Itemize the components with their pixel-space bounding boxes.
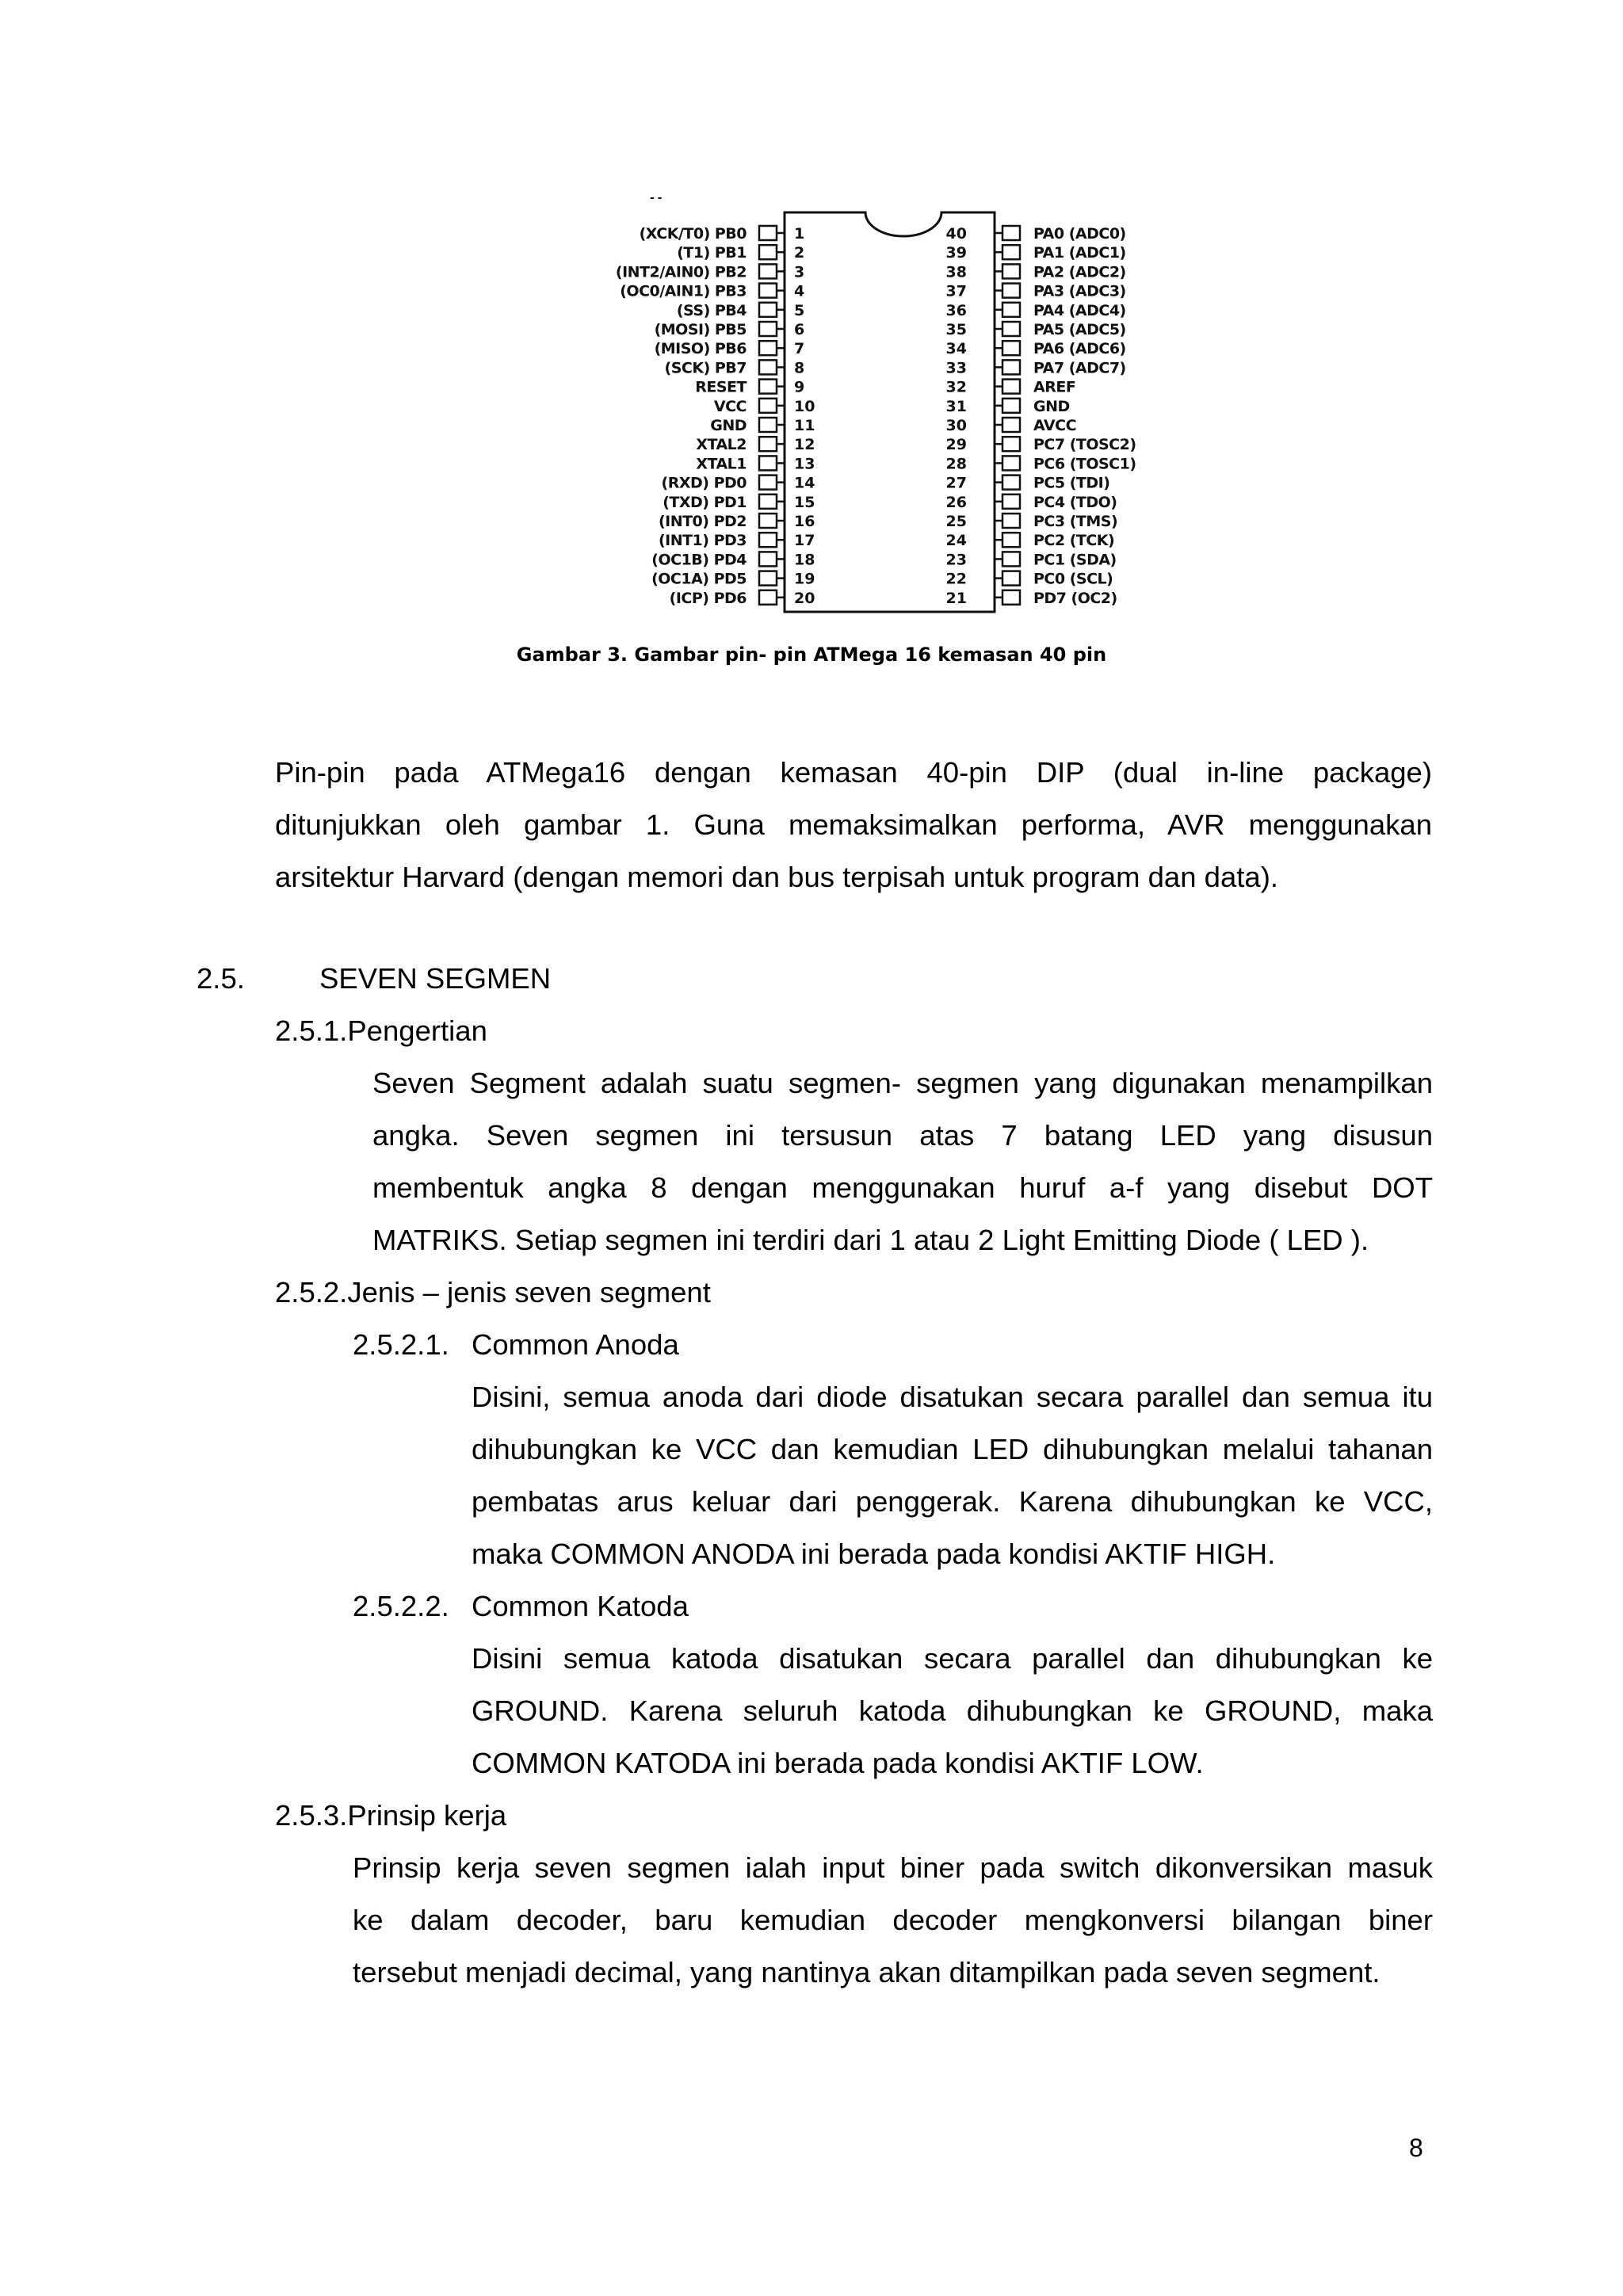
pin-label-left: GND — [710, 417, 747, 434]
pin-number-left: 1 — [794, 225, 805, 243]
pin-label-left: (XCK/T0) PB0 — [639, 225, 747, 243]
pin-box-left — [759, 322, 777, 336]
pin-box-right — [1002, 590, 1020, 605]
pin-box-left — [759, 437, 777, 451]
katoda-line: Disini semua katoda disatukan secara parallel dan dihubungkan ke — [472, 1642, 1433, 1675]
pin-label-right: PC6 (TOSC1) — [1033, 455, 1136, 473]
subsubsection-number: 2.5.2.1. — [353, 1328, 449, 1361]
pin-box-left — [759, 418, 777, 432]
pin-number-right: 21 — [945, 589, 967, 607]
pin-label-left: RESET — [695, 378, 747, 396]
pin-label-left: (MISO) PB6 — [654, 340, 747, 358]
pin-label-right: PA3 (ADC3) — [1033, 282, 1126, 300]
pin-number-left: 16 — [794, 513, 815, 530]
pin-number-right: 36 — [945, 301, 967, 319]
pin-box-right — [1002, 284, 1020, 298]
pin-label-left: (SS) PB4 — [676, 301, 747, 319]
pin-label-left: (OC0/AIN1) PB3 — [620, 282, 747, 300]
section-number: 2.5. — [197, 962, 245, 995]
subsection-heading-jenis — [275, 1266, 711, 1319]
pin-number-right: 35 — [945, 321, 967, 338]
pin-label-right: PA7 (ADC7) — [1033, 359, 1126, 377]
section-heading — [197, 953, 551, 1005]
pin-number-right: 38 — [945, 263, 967, 281]
pin-number-left: 18 — [794, 551, 815, 569]
pin-box-left — [759, 456, 777, 470]
pin-label-left: (TXD) PD1 — [663, 493, 747, 511]
pin-label-right: PC0 (SCL) — [1033, 570, 1113, 588]
pin-label-right: PA4 (ADC4) — [1033, 301, 1126, 319]
pin-number-right: 29 — [945, 436, 967, 454]
pin-number-left: 7 — [794, 340, 805, 358]
pin-label-right: AVCC — [1033, 417, 1077, 434]
pin-box-right — [1002, 552, 1020, 566]
pin-number-right: 27 — [945, 474, 967, 492]
pin-label-left: (OC1B) PD4 — [651, 551, 747, 569]
subsection-title: Prinsip kerja — [347, 1799, 507, 1832]
pin-number-left: 11 — [794, 417, 815, 434]
katoda-line: GROUND. Karena seluruh katoda dihubungkan ke GROUND, maka — [472, 1694, 1433, 1727]
pin-box-left — [759, 590, 777, 605]
pin-label-left: VCC — [713, 397, 747, 415]
pin-box-right — [1002, 245, 1020, 259]
atmega16-pinout-figure — [555, 184, 1189, 616]
pin-box-left — [759, 380, 777, 394]
pin-label-right: PC2 (TCK) — [1033, 532, 1115, 550]
pin-label-left: (RXD) PD0 — [661, 474, 747, 492]
anoda-line: maka COMMON ANODA ini berada pada kondisi AKTIF HIGH. — [472, 1538, 1276, 1570]
pin-box-right — [1002, 360, 1020, 374]
pin-box-right — [1002, 418, 1020, 432]
pin-label-right: PC1 (SDA) — [1033, 551, 1117, 569]
pin-box-left — [759, 264, 777, 278]
pin-label-left: (ICP) PD6 — [669, 589, 747, 607]
pin-box-left — [759, 360, 777, 374]
pin-box-right — [1002, 514, 1020, 528]
subsubsection-title: Common Anoda — [472, 1328, 679, 1361]
pin-box-right — [1002, 571, 1020, 586]
pin-number-right: 37 — [945, 282, 967, 300]
pin-label-right: PD7 (OC2) — [1033, 589, 1117, 607]
pin-label-right: PA2 (ADC2) — [1033, 263, 1126, 281]
pin-number-left: 14 — [794, 474, 815, 492]
pin-label-left: (INT1) PD3 — [658, 532, 747, 550]
katoda-line: COMMON KATODA ini berada pada kondisi AKTIF LOW. — [472, 1747, 1204, 1779]
pin-label-left: (OC1A) PD5 — [651, 570, 747, 588]
page-number: 8 — [1409, 2134, 1423, 2162]
figure-top-mark: - - — [650, 192, 662, 204]
intro-line: Pin-pin pada ATMega16 dengan kemasan 40-pin DIP (dual in-line package) — [275, 756, 1432, 789]
pin-number-right: 24 — [945, 532, 967, 550]
pin-label-left: (SCK) PB7 — [664, 359, 747, 377]
anoda-line: dihubungkan ke VCC dan kemudian LED dihubungkan melalui tahanan — [472, 1433, 1433, 1465]
pin-number-left: 20 — [794, 589, 815, 607]
pin-number-right: 28 — [945, 455, 967, 473]
pin-number-left: 12 — [794, 436, 815, 454]
pin-label-right: GND — [1033, 397, 1070, 415]
pengertian-line: MATRIKS. Setiap segmen ini terdiri dari 1 atau 2 Light Emitting Diode ( LED ). — [372, 1224, 1369, 1256]
prinsip-line: ke dalam decoder, baru kemudian decoder mengkonversi bilangan biner — [353, 1904, 1433, 1936]
pin-label-left: XTAL1 — [696, 455, 747, 473]
pin-number-left: 9 — [794, 378, 805, 396]
intro-paragraph — [275, 747, 1432, 904]
subsection-number: 2.5.1. — [275, 1014, 348, 1047]
pin-number-left: 19 — [794, 570, 815, 588]
pin-number-left: 5 — [794, 301, 805, 319]
pin-number-right: 40 — [945, 225, 967, 243]
pin-box-left — [759, 514, 777, 528]
pin-box-right — [1002, 380, 1020, 394]
pengertian-line: angka. Seven segmen ini tersusun atas 7 batang LED yang disusun — [372, 1119, 1433, 1152]
subsection-heading-prinsip — [275, 1790, 506, 1842]
pin-label-right: PA0 (ADC0) — [1033, 225, 1126, 243]
pin-box-right — [1002, 399, 1020, 413]
pin-box-right — [1002, 226, 1020, 240]
pin-number-left: 3 — [794, 263, 805, 281]
subsection-number: 2.5.3. — [275, 1799, 348, 1832]
pin-number-right: 26 — [945, 493, 967, 511]
pin-number-left: 4 — [794, 282, 805, 300]
pin-label-right: PC5 (TDI) — [1033, 474, 1110, 492]
pin-number-left: 2 — [794, 244, 805, 262]
subsubsection-title: Common Katoda — [472, 1590, 689, 1622]
subsection-heading-pengertian — [275, 1005, 487, 1057]
pin-box-right — [1002, 495, 1020, 509]
pin-label-right: AREF — [1033, 378, 1076, 396]
pin-box-right — [1002, 303, 1020, 317]
subsection-title: Pengertian — [347, 1014, 487, 1047]
pin-number-left: 17 — [794, 532, 815, 550]
pin-number-left: 8 — [794, 359, 805, 377]
pin-box-right — [1002, 341, 1020, 355]
pin-box-left — [759, 495, 777, 509]
figure-caption: Gambar 3. Gambar pin- pin ATMega 16 kemasan 40 pin — [516, 644, 1107, 666]
anoda-line: Disini, semua anoda dari diode disatukan secara parallel dan semua itu — [472, 1381, 1433, 1413]
subsubsection-heading-katoda — [353, 1580, 689, 1633]
pin-number-right: 23 — [945, 551, 967, 569]
pengertian-line: Seven Segment adalah suatu segmen- segmen yang digunakan menampilkan — [372, 1067, 1433, 1099]
pin-box-left — [759, 552, 777, 566]
pin-label-right: PC7 (TOSC2) — [1033, 436, 1136, 454]
pin-number-right: 33 — [945, 359, 967, 377]
pin-box-right — [1002, 533, 1020, 547]
pin-number-right: 30 — [945, 417, 967, 434]
subsubsection-heading-anoda — [353, 1319, 679, 1371]
pin-number-left: 6 — [794, 321, 805, 338]
pin-box-left — [759, 399, 777, 413]
pin-box-left — [759, 226, 777, 240]
pin-label-left: (MOSI) PB5 — [654, 321, 747, 338]
pin-number-right: 31 — [945, 397, 967, 415]
pin-number-right: 25 — [945, 513, 967, 530]
pin-box-left — [759, 341, 777, 355]
intro-line: arsitektur Harvard (dengan memori dan bus terpisah untuk program dan data). — [275, 861, 1278, 893]
prinsip-line: Prinsip kerja seven segmen ialah input biner pada switch dikonversikan masuk — [353, 1851, 1433, 1884]
katoda-paragraph — [472, 1633, 1433, 1790]
pin-number-right: 22 — [945, 570, 967, 588]
pin-box-left — [759, 245, 777, 259]
pin-label-left: XTAL2 — [696, 436, 747, 454]
pin-number-left: 13 — [794, 455, 815, 473]
pin-box-right — [1002, 264, 1020, 278]
pin-label-right: PA1 (ADC1) — [1033, 244, 1126, 262]
pin-label-right: PA5 (ADC5) — [1033, 321, 1126, 338]
pin-label-left: (INT0) PD2 — [658, 513, 747, 530]
anoda-paragraph — [472, 1371, 1433, 1580]
pengertian-line: membentuk angka 8 dengan menggunakan huruf a-f yang disebut DOT — [372, 1171, 1433, 1204]
subsection-number: 2.5.2. — [275, 1276, 348, 1308]
pin-label-right: PC3 (TMS) — [1033, 513, 1118, 530]
section-title: SEVEN SEGMEN — [319, 962, 552, 995]
pengertian-paragraph — [372, 1057, 1433, 1266]
pin-box-left — [759, 533, 777, 547]
pin-box-left — [759, 571, 777, 586]
subsubsection-number: 2.5.2.2. — [353, 1590, 449, 1622]
pin-number-right: 39 — [945, 244, 967, 262]
pin-number-left: 15 — [794, 493, 815, 511]
pinout-diagram — [555, 184, 1189, 616]
pin-label-left: (INT2/AIN0) PB2 — [615, 263, 747, 281]
pin-box-right — [1002, 476, 1020, 490]
intro-line: ditunjukkan oleh gambar 1. Guna memaksimalkan performa, AVR menggunakan — [275, 808, 1432, 841]
pin-number-right: 32 — [945, 378, 967, 396]
pin-box-left — [759, 284, 777, 298]
anoda-line: pembatas arus keluar dari penggerak. Karena dihubungkan ke VCC, — [472, 1485, 1433, 1518]
pin-box-right — [1002, 437, 1020, 451]
pin-box-right — [1002, 322, 1020, 336]
pin-label-right: PC4 (TDO) — [1033, 493, 1117, 511]
pin-box-left — [759, 303, 777, 317]
pin-number-left: 10 — [794, 397, 815, 415]
prinsip-line: tersebut menjadi decimal, yang nantinya akan ditampilkan pada seven segment. — [353, 1956, 1381, 1988]
pin-label-left: (T1) PB1 — [677, 244, 747, 262]
pin-label-right: PA6 (ADC6) — [1033, 340, 1126, 358]
pin-number-right: 34 — [945, 340, 967, 358]
pin-box-left — [759, 476, 777, 490]
pin-box-right — [1002, 456, 1020, 470]
prinsip-paragraph — [353, 1842, 1433, 1999]
subsection-title: Jenis – jenis seven segment — [347, 1276, 711, 1308]
